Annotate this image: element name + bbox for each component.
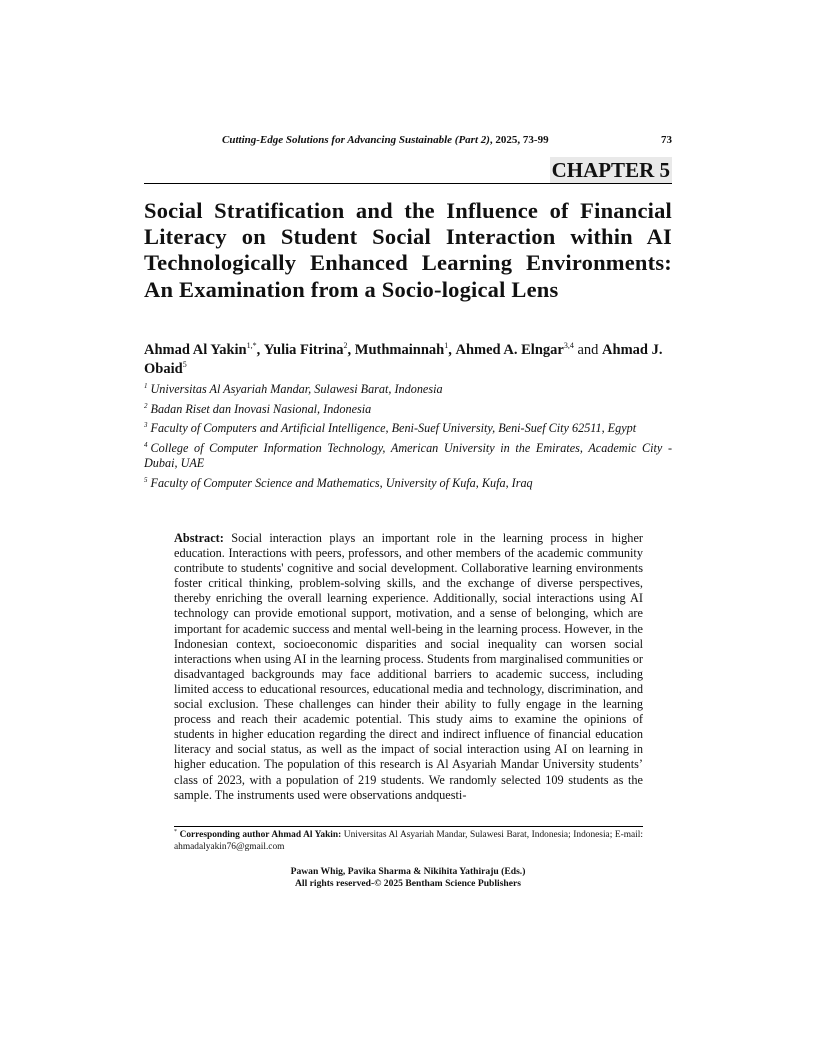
affiliation-number: 3	[144, 421, 148, 429]
running-head-source	[222, 134, 549, 146]
publisher-info	[144, 866, 672, 889]
author-conjunction: and	[577, 342, 599, 358]
affiliation-number: 2	[144, 401, 148, 410]
author-affiliation-mark: 5	[182, 360, 187, 369]
abstract	[174, 531, 643, 803]
affiliation-number: 5	[144, 475, 148, 484]
editors-line: Pawan Whig, Pavika Sharma & Nikihita Yathiraju (Eds.)	[290, 866, 526, 877]
affiliation-list	[144, 382, 672, 495]
author-list	[144, 341, 672, 379]
affiliation-text: Badan Riset dan Inovasi Nasional, Indonesia	[150, 401, 372, 416]
affiliation	[144, 421, 672, 437]
footnote-mark: *	[174, 829, 177, 835]
running-head	[144, 134, 672, 150]
author-affiliation-mark: 2	[343, 341, 348, 350]
abstract-label: Abstract:	[174, 531, 224, 545]
author-name: Ahmed A. Elngar	[455, 342, 564, 358]
affiliation-text: College of Computer Information Technology, American University in the Emirates, Academic City - Dubai, UAE	[144, 440, 672, 470]
author-affiliation-mark: 3,4	[563, 341, 574, 350]
affiliation	[144, 382, 672, 398]
abstract-text: Social interaction plays an important role in the learning process in higher education. Interactions with peers, professors, and other members of the academic community contribute to students' cognitive and social development. Collaborative learning environments foster critical thinking, problem-solving skills, and the exchange of diverse perspectives, thereby enriching the overall learning experience. Additionally, social interactions using AI technology can provide emotional support, motivation, and a sense of belonging, which are important for academic success and mental well-being in the learning process. However, in the Indonesian context, socioeconomic disparities and social inequality can worsen social interactions when using AI in the learning process. Students from marginalised communities or disadvantaged backgrounds may face additional barriers to academic success, including limited access to educational resources, educational media and technology, discrimination, and social exclusion. These challenges can hinder their ability to fully engage in the learning process and reach their academic potential. This study aims to examine the opinions of students in higher education regarding the direct and indirect influence of financial education literacy and social status, as well as the impact of social interaction using AI on learning in higher education. The population of this research is Al Asyariah Mandar University students’ class of 2023, with a population of 219 students. We randomly selected 109 students as the sample. The instruments used were observations andquesti-	[174, 531, 643, 802]
author-name: Ahmad J. Obaid	[144, 342, 663, 377]
affiliation-number: 4	[144, 440, 148, 449]
footnote-text: Universitas Al Asyariah Mandar, Sulawesi Barat, Indonesia; Indonesia; E-mail: ahmadalyakin76@gmail.com	[174, 830, 643, 852]
footnote-divider	[174, 826, 643, 827]
author-separator: ,	[256, 342, 261, 358]
author-name: Yulia Fitrina	[263, 342, 344, 358]
affiliation	[144, 441, 672, 472]
author-affiliation-mark: 1	[444, 341, 449, 350]
source-details: , 2025, 73-99	[489, 134, 549, 146]
corresponding-author-footnote	[174, 830, 643, 853]
author-separator: ,	[448, 342, 452, 358]
author-affiliation-mark: 1,*	[246, 341, 257, 350]
affiliation-text: Universitas Al Asyariah Mandar, Sulawesi Barat, Indonesia	[150, 382, 443, 396]
footnote-label: Corresponding author Ahmad Al Yakin:	[179, 830, 342, 840]
affiliation-text: Faculty of Computers and Artificial Intelligence, Beni-Suef University, Beni-Suef City 62511, Egypt	[150, 421, 637, 435]
affiliation-number: 1	[144, 382, 148, 390]
chapter-label: CHAPTER 5	[551, 158, 670, 182]
chapter-title: Social Stratification and the Influence of Financial Literacy on Student Social Interaction within AI Technologically Enhanced Learning Environments: An Examination from a Socio-logical Lens	[144, 198, 672, 302]
source-title: Cutting-Edge Solutions for Advancing Sustainable (Part 2)	[222, 134, 490, 146]
affiliation	[144, 476, 672, 492]
author-name: Ahmad Al Yakin	[144, 342, 247, 358]
affiliation	[144, 402, 672, 418]
author-name: Muthmainnah	[354, 342, 445, 358]
author-separator: ,	[347, 342, 352, 358]
chapter-divider	[144, 183, 672, 184]
page-number: 73	[661, 134, 672, 146]
affiliation-text: Faculty of Computer Science and Mathematics, University of Kufa, Kufa, Iraq	[150, 475, 533, 490]
copyright-line: All rights reserved-© 2025 Bentham Science Publishers	[294, 877, 522, 889]
